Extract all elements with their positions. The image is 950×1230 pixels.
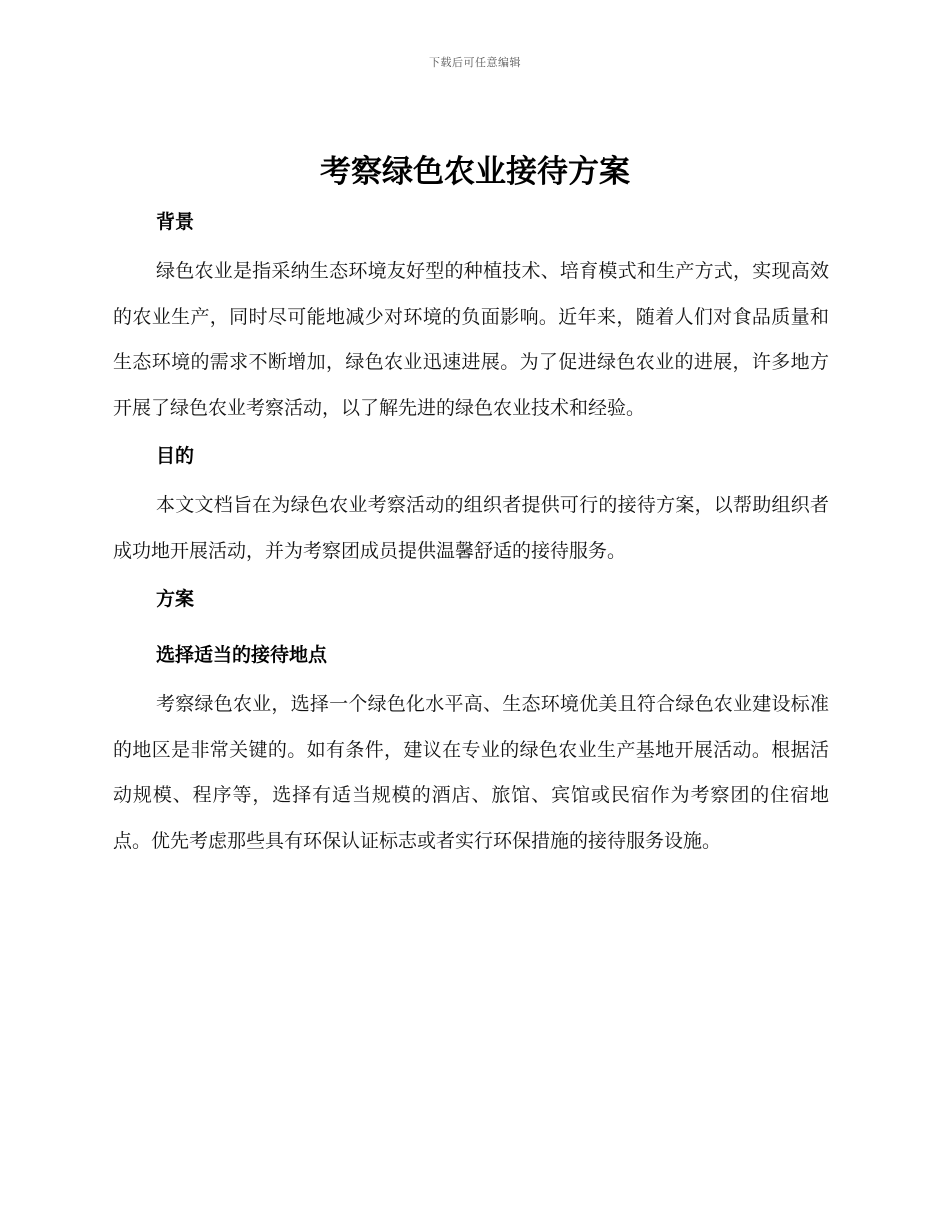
section-heading-purpose: 目的 bbox=[156, 445, 195, 467]
section-heading-background: 背景 bbox=[156, 211, 195, 233]
document-title: 考察绿色农业接待方案 bbox=[320, 154, 630, 190]
subsection-heading-venue: 选择适当的接待地点 bbox=[156, 644, 328, 666]
paragraph-venue: 考察绿色农业，选择一个绿色化水平高、生态环境优美且符合绿色农业建设标准的地区是非常关键的。如有条件，建议在专业的绿色农业生产基地开展活动。根据活动规模、程序等，选择有适当规模的酒店、旅馆、宾馆或民宿作为考察团的住宿地点。优先考虑那些具有环保认证标志或者实行环保措施的接待服务设施。 bbox=[113, 693, 829, 852]
paragraph-background: 绿色农业是指采纳生态环境友好型的种植技术、培育模式和生产方式，实现高效的农业生产，同时尽可能地减少对环境的负面影响。近年来，随着人们对食品质量和生态环境的需求不断增加，绿色农业迅速进展。为了促进绿色农业的进展，许多地方开展了绿色农业考察活动，以了解先进的绿色农业技术和经验。 bbox=[113, 260, 829, 419]
paragraph-purpose: 本文文档旨在为绿色农业考察活动的组织者提供可行的接待方案，以帮助组织者成功地开展活动，并为考察团成员提供温馨舒适的接待服务。 bbox=[113, 494, 829, 562]
section-heading-plan: 方案 bbox=[156, 588, 195, 610]
document-body bbox=[113, 205, 829, 864]
page-header-note: 下载后可任意编辑 bbox=[429, 56, 521, 69]
